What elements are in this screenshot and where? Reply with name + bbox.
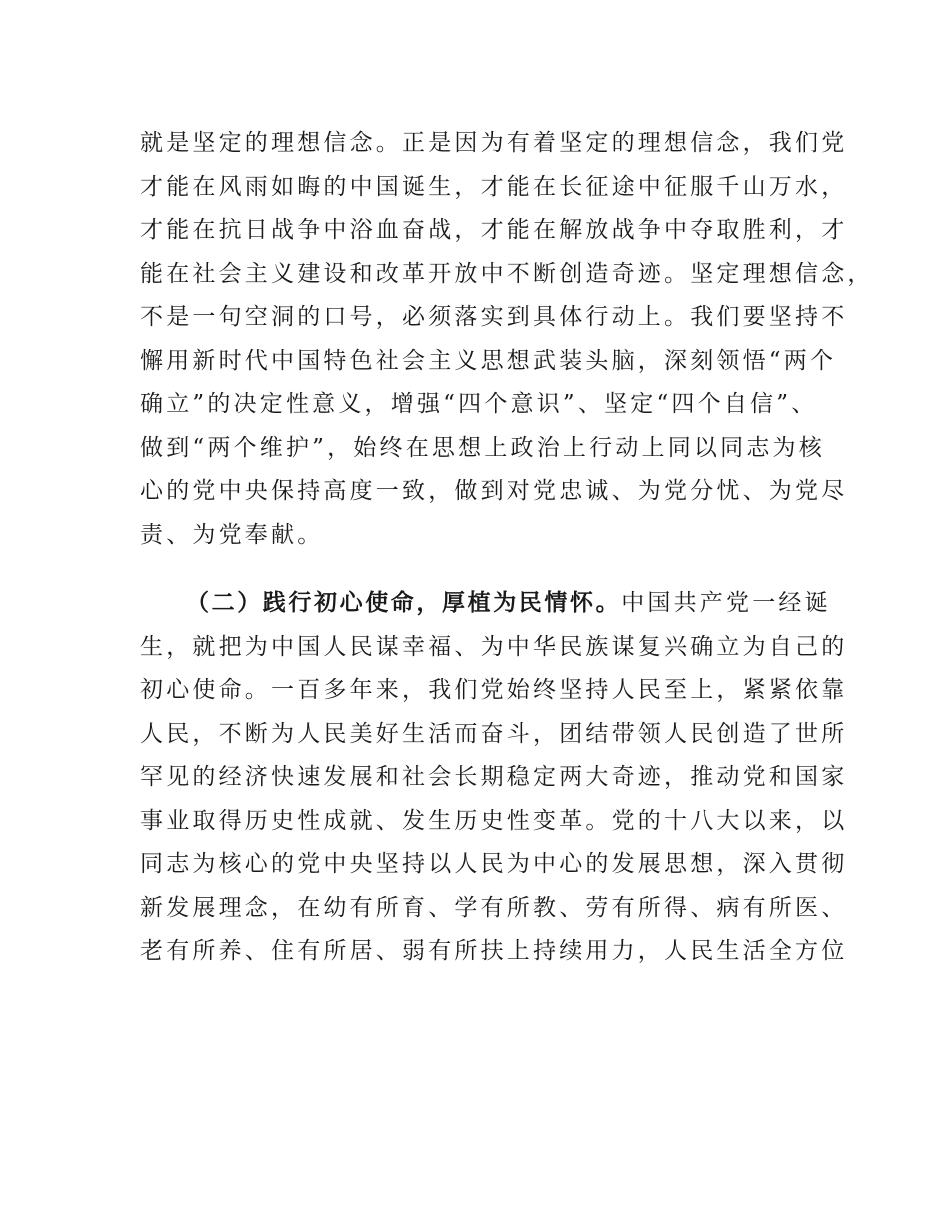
text-line: 懈用新时代中国特色社会主义思想武装头脑，深刻领悟“两个 (140, 347, 837, 374)
section-heading: （二）践行初心使命，厚植为民情怀。 (186, 590, 622, 616)
text-line: 责、为党奉献。 (140, 521, 324, 548)
text-line: 事业取得历史性成就、发生历史性变革。党的十八大以来，以 (140, 807, 848, 834)
text-line: 才能在风雨如晦的中国诞生，才能在长征途中征服千山万水， (140, 173, 848, 200)
paragraph-mission (140, 582, 848, 974)
heading-continuation: 中国共产党一经诞 (621, 590, 831, 616)
text-line: 就是坚定的理想信念。正是因为有着坚定的理想信念，我们党 (140, 130, 848, 156)
text-line: 心的党中央保持高度一致，做到对党忠诚、为党分忧、为党尽 (140, 478, 848, 504)
text-line: 不是一句空洞的口号，必须落实到具体行动上。我们要坚持不 (140, 304, 848, 330)
text-line: 能在社会主义建设和改革开放中不断创造奇迹。坚定理想信念， (140, 260, 874, 287)
text-line: 生，就把为中国人民谋幸福、为中华民族谋复兴确立为自己的 (140, 633, 848, 660)
text-line: 老有所养、住有所居、弱有所扶上持续用力，人民生活全方位 (140, 938, 848, 964)
text-line: 人民，不断为人民美好生活而奋斗，团结带领人民创造了世所 (140, 720, 848, 747)
paragraph-ideals (140, 122, 874, 557)
text-line: 新发展理念，在幼有所育、学有所教、劳有所得、病有所医、 (140, 894, 848, 921)
document-body (140, 122, 874, 974)
text-line-first (140, 582, 831, 626)
text-line: 才能在抗日战争中浴血奋战，才能在解放战争中夺取胜利，才 (140, 217, 848, 243)
text-line: 罕见的经济快速发展和社会长期稳定两大奇迹，推动党和国家 (140, 764, 848, 790)
paragraph-spacer (140, 557, 820, 582)
text-line: 同志为核心的党中央坚持以人民为中心的发展思想，深入贯彻 (140, 851, 848, 877)
text-line: 做到“两个维护”，始终在思想上政治上行动上同以同志为核 (140, 434, 825, 461)
text-line: 确立”的决定性意义，增强“四个意识”、坚定“四个自信”、 (140, 391, 818, 417)
text-line: 初心使命。一百多年来，我们党始终坚持人民至上，紧紧依靠 (140, 677, 848, 703)
